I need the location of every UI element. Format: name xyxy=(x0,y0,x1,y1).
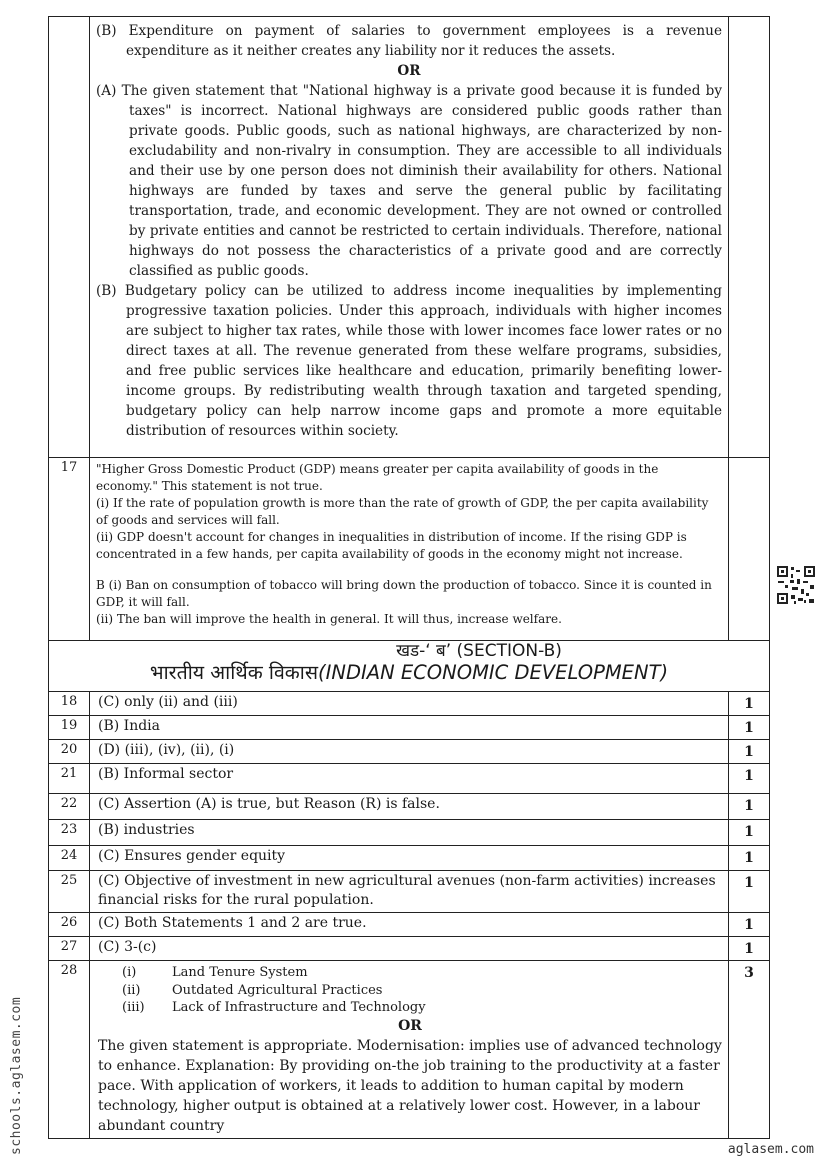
marks: 3 xyxy=(729,961,770,1139)
answer-cell xyxy=(90,17,729,458)
table-row xyxy=(49,740,770,764)
table-row xyxy=(49,764,770,794)
answer-table xyxy=(48,16,770,1139)
footer-site-name: aglasem.com xyxy=(727,1142,814,1157)
question-number: 26 xyxy=(49,913,90,937)
question-number: 27 xyxy=(49,937,90,961)
question-number: 25 xyxy=(49,871,90,913)
section-subtitle: भारतीय आर्थिक विकास(INDIAN ECONOMIC DEVELOPMENT) xyxy=(149,661,669,684)
list-item: (i) Land Tenure System xyxy=(122,965,308,980)
marks: 1 xyxy=(729,937,770,961)
marks-cell xyxy=(729,458,770,641)
marks-cell xyxy=(729,17,770,458)
table-row xyxy=(49,692,770,716)
question-number: 23 xyxy=(49,820,90,846)
question-number: 21 xyxy=(49,764,90,794)
answer-key-sheet xyxy=(48,16,770,1139)
answer-text: (D) (iii), (iv), (ii), (i) xyxy=(90,740,729,764)
question-number-cell xyxy=(49,17,90,458)
question-number: 18 xyxy=(49,692,90,716)
answer-text: (C) Objective of investment in new agricultural avenues (non-farm activities) increases financial risks for the rural population. xyxy=(90,871,729,913)
table-row xyxy=(49,871,770,913)
marks: 1 xyxy=(729,740,770,764)
question-number: 19 xyxy=(49,716,90,740)
answer-text: The given statement is appropriate. Modernisation: implies use of advanced technology to enhance. Explanation: By providing on-the job training to the productivity at a faster pace. With application of workers, it leads to addition to human capital by modern technology, higher output is obtained at a relatively lower cost. However, in a labour abundant country xyxy=(98,1037,722,1134)
answer-text: (B) Budgetary policy can be utilized to address income inequalities by implementing progressive taxation policies. Under this approach, individuals with higher incomes are subject to higher tax rates, while those with lower incomes face lower rates or no direct taxes at all. The revenue generated from these welfare programs, subsidies, and free public services like healthcare and education, primarily benefiting lower-income groups. By redistributing wealth through taxation and targeted spending, budgetary policy can help narrow income gaps and promote a more equitable distribution of resources within society. xyxy=(96,283,722,439)
answer-text: (B) industries xyxy=(90,820,729,846)
answer-text: (C) 3-(c) xyxy=(90,937,729,961)
answer-cell xyxy=(90,458,729,641)
list-item: (iii) Lack of Infrastructure and Technology xyxy=(122,1000,426,1015)
table-row xyxy=(49,961,770,1139)
table-row xyxy=(49,913,770,937)
marks: 1 xyxy=(729,794,770,820)
answer-text: "Higher Gross Domestic Product (GDP) means greater per capita availability of goods in the economy." This statement is not true. xyxy=(96,462,659,493)
table-row xyxy=(49,458,770,641)
question-number: 22 xyxy=(49,794,90,820)
table-row xyxy=(49,794,770,820)
marks: 1 xyxy=(729,716,770,740)
question-number: 20 xyxy=(49,740,90,764)
answer-text: (B) Expenditure on payment of salaries to government employees is a revenue expenditure as it neither creates any liability nor it reduces the assets. xyxy=(96,23,722,59)
section-title: खड-‘ ब’ (SECTION-B) xyxy=(396,641,562,661)
table-row xyxy=(49,937,770,961)
answer-text: B (i) Ban on consumption of tobacco will bring down the production of tobacco. Since it is counted in GDP, it will fall. xyxy=(96,578,712,609)
watermark: schools.aglasem.com xyxy=(9,996,24,1155)
answer-cell xyxy=(90,961,729,1139)
answer-text: (C) only (ii) and (iii) xyxy=(90,692,729,716)
table-row xyxy=(49,17,770,458)
marks: 1 xyxy=(729,820,770,846)
answer-text: (C) Ensures gender equity xyxy=(90,846,729,871)
answer-text: (C) Both Statements 1 and 2 are true. xyxy=(90,913,729,937)
question-number: 24 xyxy=(49,846,90,871)
or-separator: OR xyxy=(398,1017,422,1034)
table-row xyxy=(49,846,770,871)
answer-text: (B) Informal sector xyxy=(90,764,729,794)
list-item: (ii) Outdated Agricultural Practices xyxy=(122,982,383,998)
section-heading xyxy=(49,641,770,692)
answer-text: (i) If the rate of population growth is more than the rate of growth of GDP, the per capita availability of goods and services will fall. xyxy=(96,496,709,527)
section-heading-row xyxy=(49,641,770,692)
marks: 1 xyxy=(729,913,770,937)
table-row xyxy=(49,820,770,846)
marks: 1 xyxy=(729,871,770,913)
question-number: 17 xyxy=(49,458,90,641)
answer-text: (ii) GDP doesn't account for changes in inequalities in distribution of income. If the rising GDP is concentrated in a few hands, per capita availability of goods in the economy might not increase. xyxy=(96,530,687,561)
question-number: 28 xyxy=(49,961,90,1139)
answer-text: (B) India xyxy=(90,716,729,740)
marks: 1 xyxy=(729,846,770,871)
marks: 1 xyxy=(729,692,770,716)
answer-text: (ii) The ban will improve the health in general. It will thus, increase welfare. xyxy=(96,612,562,626)
table-row xyxy=(49,716,770,740)
answer-text: (A) The given statement that "National highway is a private good because it is funded by taxes" is incorrect. National highways are considered public goods rather than private goods. Public goods, such as national highways, are characterized by non-excludability and non-rivalry in consumption. They are accessible to all individuals and their use by one person does not diminish their availability for others. National highways are funded by taxes and serve the general public by facilitating transportation, trade, and economic development. They are not owned or controlled by private entities and cannot be restricted to certain individuals. Therefore, national highways do not possess the characteristics of a private good and are correctly classified as public goods. xyxy=(96,83,722,279)
answer-text: (C) Assertion (A) is true, but Reason (R) is false. xyxy=(90,794,729,820)
qr-code-icon xyxy=(776,565,816,605)
marks: 1 xyxy=(729,764,770,794)
or-separator: OR xyxy=(397,63,421,79)
